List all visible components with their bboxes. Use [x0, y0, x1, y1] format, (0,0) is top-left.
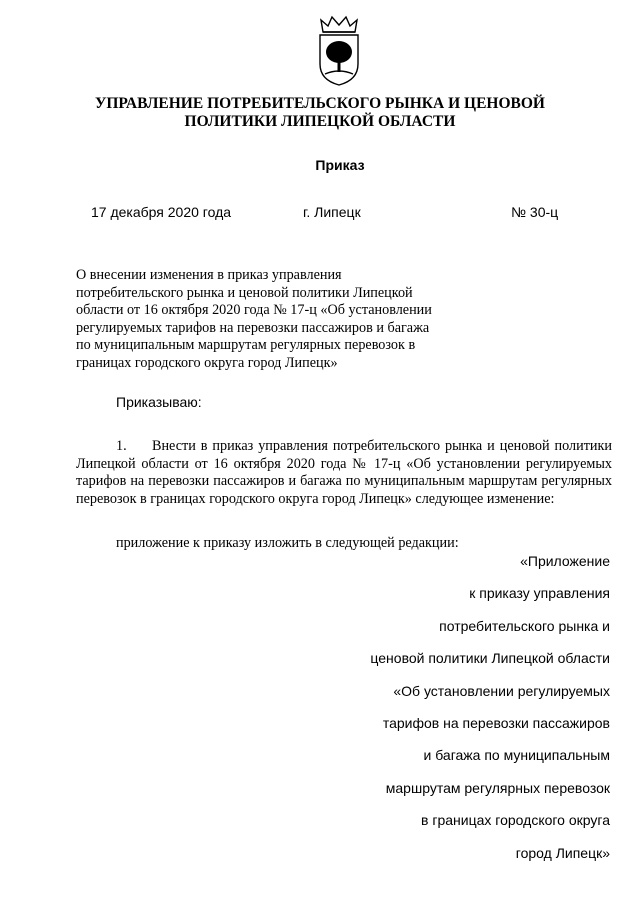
appendix-block — [370, 553, 610, 877]
order-item-1 — [76, 438, 612, 508]
order-directive: Приказываю: — [116, 394, 202, 410]
appendix-line: маршрутам регулярных перевозок — [385, 779, 610, 796]
appendix-line: в границах городского округа — [421, 812, 610, 829]
order-number: № 30-ц — [511, 204, 559, 220]
order-subject: О внесении изменения в приказ управления потребительского рынка и ценовой политики Липецкой области от 16 октября 2020 года № 17-ц «Об установлении регулируемых тарифов на перевозки пассажиров и багажа по муниципальным маршрутам регулярных перевозок в границах городского округа город Липецк» — [76, 267, 432, 371]
org-line-2: ПОЛИТИКИ ЛИПЕЦКОЙ ОБЛАСТИ — [184, 113, 456, 130]
appendix-line: город Липецк» — [515, 844, 610, 861]
order-date: 17 декабря 2020 года — [91, 204, 232, 220]
org-line-1: УПРАВЛЕНИЕ ПОТРЕБИТЕЛЬСКОГО РЫНКА И ЦЕНОВОЙ — [95, 95, 545, 112]
organization-name — [60, 95, 580, 131]
coat-of-arms-icon — [313, 14, 365, 86]
document-type: Приказ — [315, 157, 365, 173]
appendix-line: ценовой политики Липецкой области — [370, 650, 610, 667]
sub-instruction: приложение к приказу изложить в следующей редакции: — [116, 535, 459, 551]
order-city: г. Липецк — [303, 204, 361, 220]
item-number: 1. — [116, 438, 127, 454]
appendix-line: «Приложение — [520, 553, 610, 569]
appendix-line: к приказу управления — [469, 585, 610, 602]
appendix-line: и багажа по муниципальным — [423, 747, 610, 764]
appendix-line: тарифов на перевозки пассажиров — [382, 714, 610, 731]
item-text: Внести в приказ управления потребительского рынка и ценовой политики Липецкой области от 16 октября 2020 года № 17-ц «Об установлении регулируемых тарифов на перевозки пассажиров и багажа по муниципальным маршрутам регулярных перевозок в границах городского округа город Липецк» следующее изменение: — [76, 438, 612, 507]
appendix-line: потребительского рынка и — [439, 617, 610, 634]
appendix-line: «Об установлении регулируемых — [393, 682, 610, 699]
